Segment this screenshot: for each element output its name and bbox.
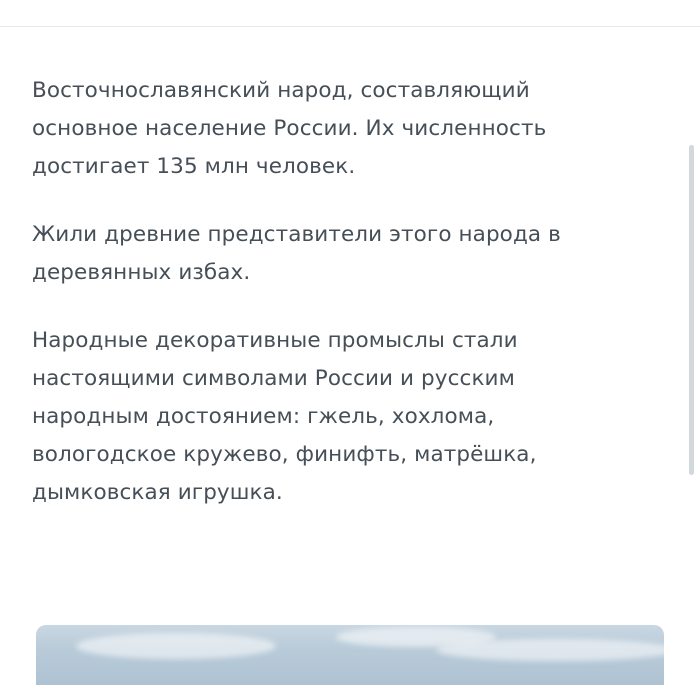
header-divider [0,26,700,27]
paragraph-2: Жили древние представители этого народа в деревянных избах. [32,222,561,285]
paragraph-3: Народные декоративные промыслы стали настоящими символами России и русским народным достоянием: гжель, хохлома, вологодское кружево, финифть, матрёшка, дымковская игрушка. [32,328,537,505]
scrollbar-thumb[interactable] [689,145,694,475]
paragraph-1: Восточнославянский народ, составляющий основное население России. Их численность достигает 135 млн человек. [32,78,547,179]
cloud-shape [436,639,664,661]
article-image [36,625,664,685]
article-body [32,72,632,512]
scrollbar-track[interactable] [691,0,697,646]
cloud-shape [76,633,276,659]
